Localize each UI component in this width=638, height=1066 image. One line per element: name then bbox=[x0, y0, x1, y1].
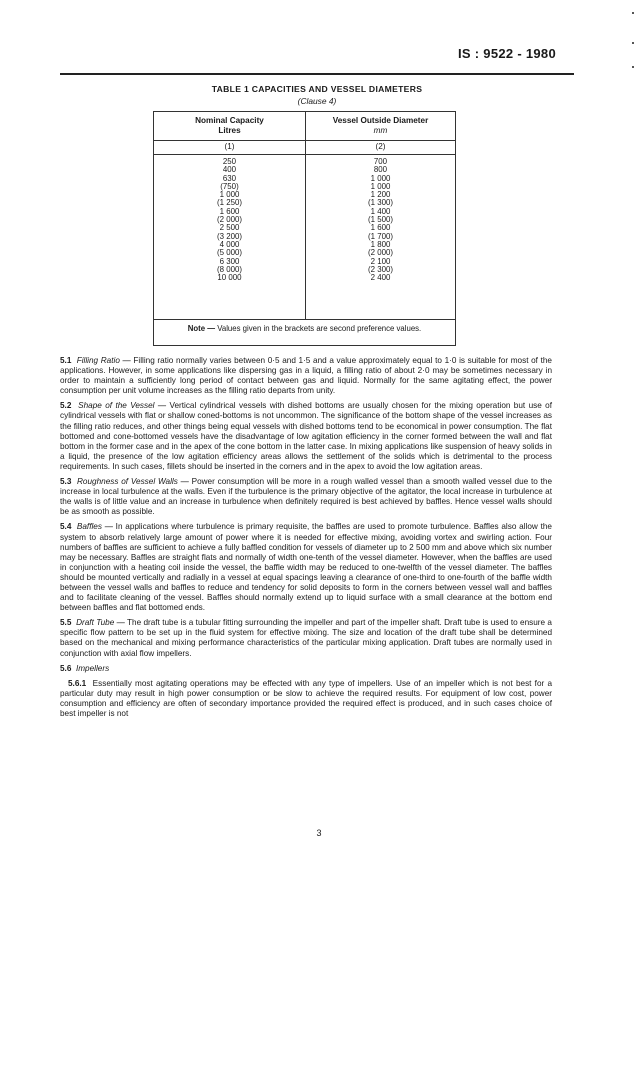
diameter-cell: 2 400 bbox=[370, 273, 391, 283]
capacity-cell: 10 000 bbox=[217, 273, 242, 283]
page-number: 3 bbox=[316, 828, 322, 838]
capacities-table bbox=[153, 111, 456, 346]
edge-mark bbox=[632, 42, 634, 44]
diameter-cell: 1 000 bbox=[370, 181, 391, 191]
note-divider bbox=[154, 319, 455, 320]
clause-5-1: 5.1 Filling Ratio — Filling ratio normally varies between 0·5 and 1·5 and a value approximately equal to 1·0 is suitable for most of the applications. However, in some applications like dispersing gas in a liquid, a filling ratio of about 2·0 may be sometimes necessary in order to maintain a sufficiently long period of contact between gas and liquid. Normally for the same agitating effect, the power consumption per unit volume increases as the filling ratio departs from unity. bbox=[60, 356, 552, 396]
diameter-cell: 800 bbox=[373, 165, 388, 175]
diameter-cell: 1 600 bbox=[370, 223, 391, 233]
clause-5-6-heading: 5.6 Impellers bbox=[60, 663, 110, 673]
standard-number: IS : 9522 - 1980 bbox=[457, 46, 556, 61]
diameter-cell: (1 300) bbox=[367, 198, 393, 208]
capacity-cell: 1 600 bbox=[219, 206, 240, 216]
clause-5-3: 5.3 Roughness of Vessel Walls — Power consumption will be more in a rough walled vessel than a smooth walled vessel due to the increase in local turbulence at the walls. Even if the turbulence is the primary objective of the agitator, the local increase in turbulence at the walls is of little value and an increase in turbulence when definitely required is best achieved by baffles. Hence vessel walls should be as smooth as possible. bbox=[60, 477, 552, 517]
capacity-cell: (750) bbox=[220, 181, 239, 191]
diameter-cell: 2 100 bbox=[370, 256, 391, 266]
capacity-cell: 400 bbox=[222, 165, 237, 175]
capacity-cell: (8 000) bbox=[216, 264, 242, 274]
diameter-cell: (1 700) bbox=[367, 231, 393, 241]
edge-mark bbox=[632, 66, 634, 68]
diameter-cell: 1 200 bbox=[370, 190, 391, 200]
clause-text bbox=[60, 356, 552, 724]
header-rule bbox=[60, 73, 574, 75]
clause-5-4: 5.4 Baffles — In applications where turbulence is primary requisite, the baffles are used to promote turbulence. Baffles also allow the system to absorb relatively large amount of power where it is needed for effective mixing, avoiding vortex and swirling action. Four numbers of baffles are sufficient to achieve a fully baffled condition for vessels of diameter up to 2 500 mm and above which six number may be necessary. Baffles are straight flats and normally of width one-tenth of the vessel diameter. However, when the baffles are used in conjunction with a heating coil inside the vessel, the baffle width may be reduced to one-twelfth of the vessel diameter. The baffles should be mounted vertically and radially in a vessel at equal spacings leaving a clearance of one-third to one-fourth of the baffle width between the vessel walls and baffles to reduce and tendency for solid deposits to form in the corners between vessel wall and baffles and to facilitate cleaning of the vessel. Baffles should normally extend up to liquid surface with a small clearance at the bottom end between baffles and flat bottomed ends. bbox=[60, 522, 552, 613]
diameter-cell: 700 bbox=[373, 157, 388, 166]
column-header-diameter: Vessel Outside Diameter mm bbox=[332, 116, 429, 135]
capacity-cell: 630 bbox=[222, 173, 237, 183]
capacity-cell: 2 500 bbox=[219, 223, 240, 233]
edge-mark bbox=[632, 12, 634, 14]
number-row-divider bbox=[154, 154, 455, 155]
diameter-cell: 1 800 bbox=[370, 239, 391, 249]
capacity-values bbox=[154, 158, 305, 282]
capacity-cell: (5 000) bbox=[216, 248, 242, 258]
column-number-1: (1) bbox=[224, 142, 235, 151]
capacity-cell: 1 000 bbox=[219, 190, 240, 200]
capacity-cell: (1 250) bbox=[216, 198, 242, 208]
header-divider bbox=[154, 140, 455, 141]
diameter-cell: (1 500) bbox=[367, 215, 393, 225]
table-note: Note — Values given in the brackets are second preference values. bbox=[187, 324, 422, 333]
diameter-cell: (2 000) bbox=[367, 248, 393, 258]
diameter-cell: 1 000 bbox=[370, 173, 391, 183]
column-header-capacity: Nominal Capacity Litres bbox=[195, 116, 264, 135]
column-number-2: (2) bbox=[375, 142, 386, 151]
table-title: TABLE 1 CAPACITIES AND VESSEL DIAMETERS bbox=[211, 84, 423, 94]
clause-5-5: 5.5 Draft Tube — The draft tube is a tubular fitting surrounding the impeller and part of the impeller shaft. Draft tube is used to ensure a specific flow pattern to be set up in the fluid system for effective mixing. The size and location of the draft tube shall be determined based on the mechanical and mixing performance characteristics of the particular mixing application. Draft tubes are normally used in conjunction with axial flow impellers. bbox=[60, 618, 552, 658]
diameter-cell: (2 300) bbox=[367, 264, 393, 274]
clause-5-2: 5.2 Shape of the Vessel — Vertical cylindrical vessels with dished bottoms are usually chosen for the mixing operation but use of cylindrical vessels with flat or shallow coned-bottoms is not uncommon. The significance of the bottom shape of the vessel increases as the filling ratio reduces, and other things being equal vessels with dished bottoms tend to be economical in power consumption. The flat bottomed and cone-bottomed vessels have the disadvantage of low agitation efficiency in the corner formed between the wall and flat bottom in the former case and in the apex of the cone bottom in the latter case. In mixing applications like suspension of heavy solids in a liquid, the presence of the low agitation efficiency areas allows the settlement of the solids which is detrimental to the process requirements. In such cases, fillets should be inserted in the corners and in the apex to avoid the low agitation areas. bbox=[60, 401, 552, 471]
capacity-cell: (3 200) bbox=[216, 231, 242, 241]
diameter-values bbox=[305, 158, 456, 282]
capacity-cell: 6 300 bbox=[219, 256, 240, 266]
diameter-cell: 1 400 bbox=[370, 206, 391, 216]
table-clause: (Clause 4) bbox=[297, 96, 337, 106]
clause-5-6-1: 5.6.1 Essentially most agitating operations may be effected with any type of impellers. Use of an impeller which is not best for a particular duty may result in high power consumption or be slow to achieve the required results. For equipment of low cost, power consumption and efficiency are often of secondary importance provided the required effect is produced, and in such cases choice of best impeller is not bbox=[60, 678, 552, 718]
capacity-cell: 250 bbox=[222, 157, 237, 166]
capacity-cell: (2 000) bbox=[216, 215, 242, 225]
capacity-cell: 4 000 bbox=[219, 239, 240, 249]
